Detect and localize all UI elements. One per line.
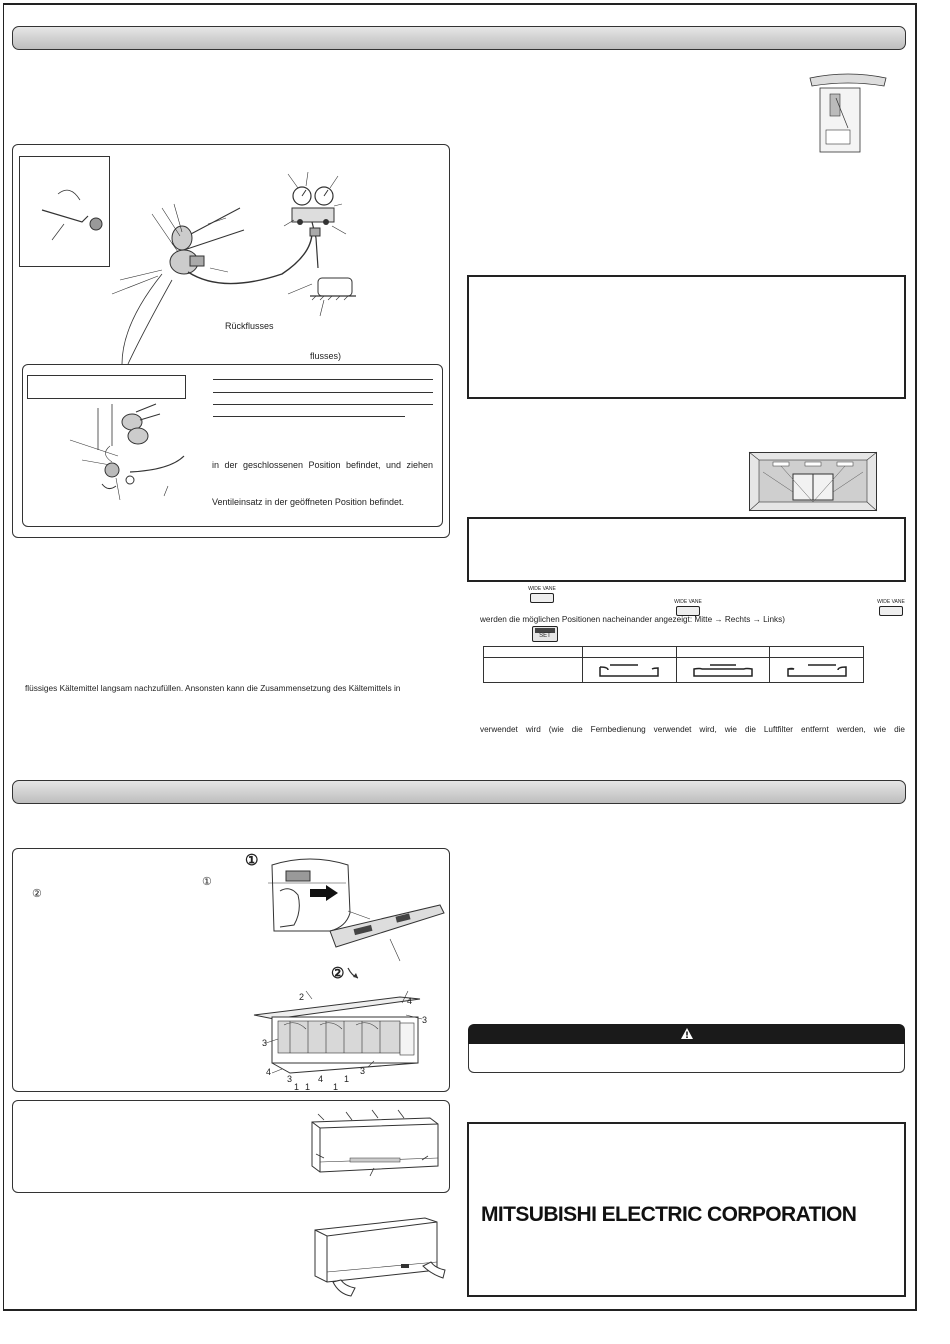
warning-body (468, 1044, 905, 1073)
callout-4-left: 4 (266, 1067, 272, 1077)
indoor-unit-mount-illustration (808, 68, 888, 154)
vane-position-left-icon (594, 661, 664, 679)
wide-vane-button-icon-1 (527, 586, 557, 603)
callout-3-right: 3 (422, 1015, 428, 1025)
step-1-ref: ① (202, 876, 212, 888)
backflow-label-end: flusses) (310, 351, 342, 361)
callout-3-left: 3 (262, 1038, 268, 1048)
callout-4-top: 4 (407, 996, 413, 1006)
callout-1-c: 1 (333, 1082, 339, 1092)
callout-3-bottom-b: 3 (360, 1066, 366, 1076)
wide-vane-button-icon-2 (672, 599, 704, 616)
section-header-bar-2 (12, 780, 906, 804)
remote-control-note: verwendet wird (wie die Fernbedienung verwendet wird, wie die Luftfilter entfernt werden, wie die (480, 725, 905, 734)
callout-1-b: 1 (305, 1082, 311, 1092)
valve-note-closed: in der geschlossenen Position befindet, und ziehen (212, 460, 433, 470)
callout-2: 2 (299, 992, 305, 1002)
callout-1-d: 1 (344, 1074, 350, 1084)
wide-vane-sequence: werden die möglichen Positionen nacheinander angezeigt: Mitte → Rechts → Links) (480, 615, 785, 624)
service-valve-diagram (12, 144, 450, 374)
vane-position-table (483, 646, 864, 683)
backflow-label: Rückflusses (225, 321, 274, 331)
step-2-marker: ② (331, 965, 345, 982)
callout-3-bottom-a: 3 (287, 1074, 293, 1084)
check-valve-detail-illustration (60, 400, 200, 510)
callout-4-bottom: 4 (318, 1074, 324, 1084)
section-header-bar (12, 26, 906, 50)
step-2-ref: ② (32, 888, 42, 900)
step-2-arrow (346, 966, 360, 980)
warning-header-bar (468, 1024, 905, 1044)
refill-note: flüssiges Kältemittel langsam nachzufüllen. Ansonsten kann die Zusammensetzung des Kältemittels in (25, 683, 401, 693)
indoor-unit-hands-illustration (305, 1212, 450, 1300)
set-button-icon (532, 626, 558, 642)
wide-vane-button-label-3: WIDE VANE (877, 599, 905, 605)
wide-vane-button-icon-3 (875, 599, 907, 616)
manufacturer-name: MITSUBISHI ELECTRIC CORPORATION (481, 1203, 857, 1226)
wide-vane-button-label-2: WIDE VANE (674, 599, 702, 605)
vane-position-center-icon (688, 661, 758, 679)
warning-triangle-icon (680, 1027, 694, 1040)
valve-note-open: Ventileinsatz in der geöffneten Position befindet. (212, 497, 404, 507)
wide-vane-button-label-1: WIDE VANE (528, 586, 556, 592)
vane-position-right-icon (782, 661, 852, 679)
valve-note-heading-box (27, 375, 186, 399)
set-button-label: SET (539, 633, 551, 639)
note-box-2 (467, 517, 906, 582)
callout-1-a: 1 (294, 1082, 300, 1092)
note-box-1 (467, 275, 906, 399)
indoor-unit-closed-illustration (310, 1110, 445, 1185)
step-1-marker: ① (245, 852, 259, 869)
airflow-room-diagram (749, 452, 877, 511)
